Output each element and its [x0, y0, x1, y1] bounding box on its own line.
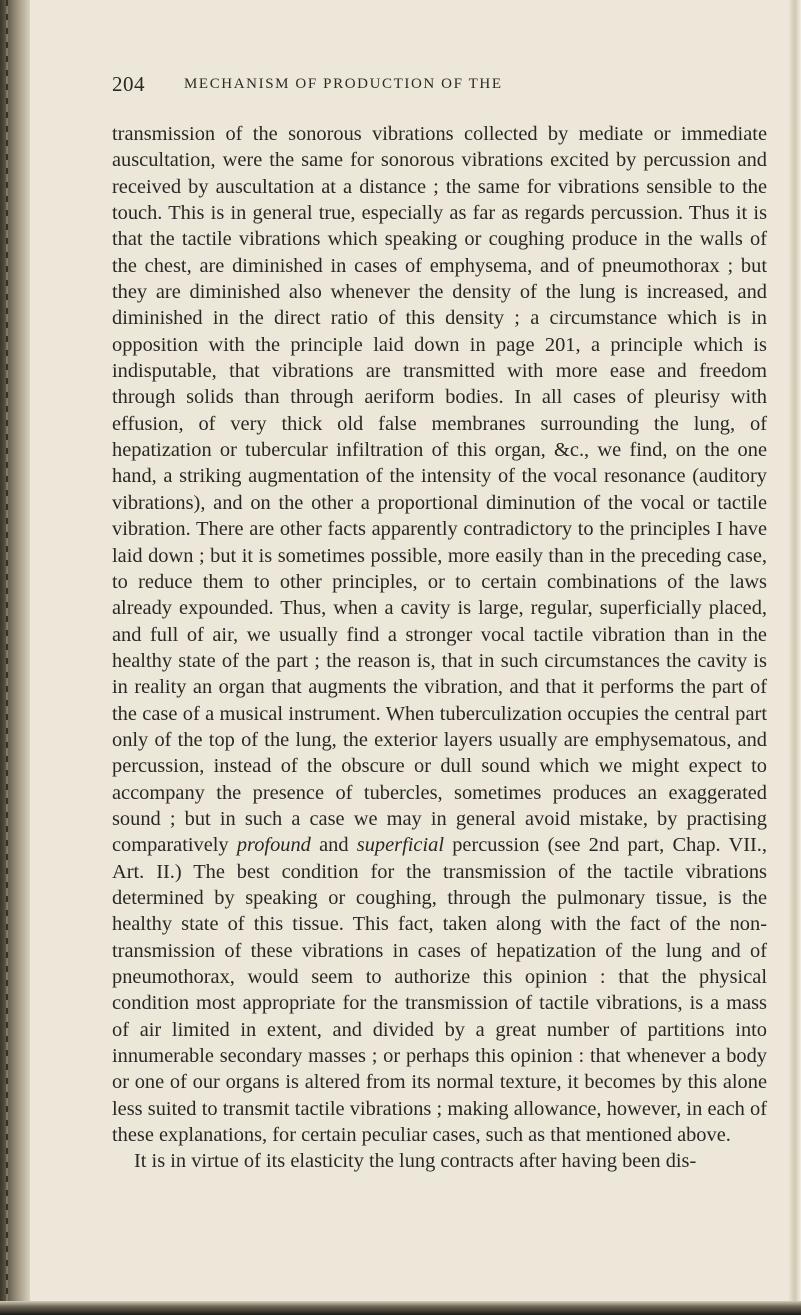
- emphasis-profound: profound: [236, 834, 311, 857]
- paragraph-1-part-2: and: [319, 834, 349, 857]
- paragraph-1-part-1: transmission of the sonorous vibrations collected by mediate or immediate auscultation, were the same for sonorous vibrations excited by percussion and received by auscultation at a distance ; the same for vibrations sensible to the touch. This is in general true, especially as far as regards percussion. Thus it is that the tactile vibrations which speaking or coughing produce in the walls of the chest, are diminished in cases of emphysema, and of pneumothorax ; but they are diminished also whenever the density of the lung is increased, and diminished in the direct ratio of this density ; a circumstance which is in opposition with the principle laid down in page 201, a principle which is indisputable, that vibrations are transmitted with more ease and freedom through solids than through aeriform bodies. In all cases of pleurisy with effusion, of very thick old false membranes surrounding the lung, of hepatization or tubercular infiltration of this organ, &c., we find, on the one hand, a striking augmentation of the intensity of the vocal resonance (auditory vibrations), and on the other a proportional diminution of the vocal or tactile vibration. There are other facts apparently contradictory to the principles I have laid down ; but it is sometimes possible, more easily than in the preceding case, to reduce them to other principles, or to certain combinations of the laws already expounded. Thus, when a cavity is large, regular, superficially placed, and full of air, we usually find a stronger vocal tactile vibration than in the healthy state of the part ; the reason is, that in such circumstances the cavity is in reality an organ that augments the vibration, and that it performs the part of the case of a musical instrument. When tuberculization occupies the central part only of the top of the lung, the exterior layers usually are emphysematous, and percussion, instead of the obscure or dull sound which we might expect to accompany the presence of tubercles, sometimes produces an exaggerated sound ; but in such a case we may in general avoid mistake, by practising comparatively: [112, 123, 767, 857]
- page-right-edge: [789, 0, 801, 1315]
- page-number: 204: [112, 72, 145, 96]
- book-binding-edge: [0, 0, 30, 1315]
- page-header: [112, 72, 752, 102]
- emphasis-superficial: superficial: [356, 834, 444, 857]
- paragraph-1-part-3: percussion (see 2nd part, Chap. VII., Art. II.) The best condition for the transmission of the tactile vibrations determined by speaking or coughing, through the pulmonary tissue, is the healthy state of this tissue. This fact, taken along with the fact of the non-transmission of these vibrations in cases of hepatization of the lung and of pneumothorax, would seem to authorize this opinion : that the physical condition most appropriate for the transmission of tactile vibrations, is a mass of air limited in extent, and divided by a great number of partitions into innumerable secondary masses ; or perhaps this opinion : that whenever a body or one of our organs is altered from its normal texture, it becomes by this alone less suited to transmit tactile vibrations ; making allowance, however, in each of these explanations, for certain peculiar cases, such as that mentioned above.: [112, 834, 767, 1147]
- paragraph-2: [112, 1148, 767, 1174]
- body-text: [112, 121, 767, 1175]
- page-bottom-edge: [0, 1301, 801, 1315]
- paragraph-1: [112, 121, 767, 1148]
- paragraph-2-text: It is in virtue of its elasticity the lung contracts after having been dis-: [134, 1150, 697, 1173]
- running-head: MECHANISM OF PRODUCTION OF THE: [184, 76, 503, 92]
